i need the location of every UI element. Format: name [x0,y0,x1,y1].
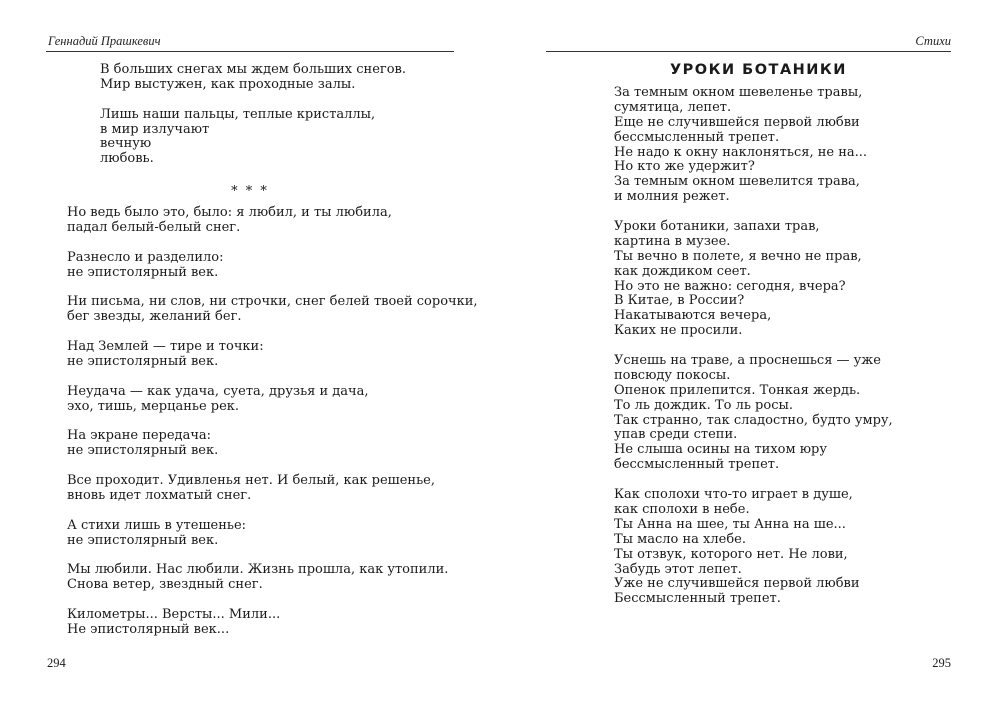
verse-line: бессмысленный трепет. [614,457,780,473]
running-head-section: Стихи [915,34,951,48]
verse-line: То ль дождик. То ль росы. [614,397,793,413]
stanza [100,63,406,93]
verse-line: сумятица, лепет. [614,99,732,115]
verse-line: Ты вечно в полете, я вечно не прав, [614,248,862,264]
right-page [500,0,1000,707]
page-number: 294 [47,656,66,670]
verse-line: Опенок прилепится. Тонкая жердь. [614,382,861,398]
stanza [67,608,478,638]
verse-line: эхо, тишь, мерцанье рек. [67,398,240,414]
stanza [67,251,478,281]
stanza [67,340,478,370]
running-head-author: Геннадий Прашкевич [48,34,161,48]
verse-line: Снова ветер, звездный снег. [67,577,263,593]
poem-body [67,206,478,638]
verse-line: Не слыша осины на тихом юру [614,442,828,458]
verse-line: Забудь этот лепет. [614,561,742,577]
verse-line: Еще не случившейся первой любви [614,114,860,130]
verse-line: Лишь наши пальцы, теплые кристаллы, [100,106,376,122]
verse-line: вновь идет лохматый снег. [67,487,252,503]
verse-line: Но ведь было это, было: я любил, и ты любила, [67,205,392,220]
verse-line: любовь. [100,151,154,167]
stanza [67,474,478,504]
verse-line: картина в музее. [614,233,731,249]
verse-line: Накатываются вечера, [614,308,772,324]
verse-line: не эпистолярный век. [67,353,219,369]
verse-line: Ты масло на хлебе. [614,531,746,547]
stanza [67,519,478,549]
poem-title: УРОКИ БОТАНИКИ [670,62,847,78]
verse-line: Так странно, так сладостно, будто умру, [614,412,893,428]
verse-line: А стихи лишь в утешенье: [67,517,247,533]
verse-line: Но это не важно: сегодня, вчера? [614,278,846,294]
verse-line: Километры... Версты... Мили... [67,607,281,623]
stanza [67,563,478,593]
page-number: 295 [932,656,951,670]
verse-line: Не эпистолярный век... [67,621,230,637]
section-separator: * * * [231,184,269,199]
verse-line: За темным окном шевеленье травы, [614,85,863,100]
verse-line: Каких не просили. [614,323,743,339]
verse-line: Уже не случившейся первой любви [614,576,860,592]
verse-line: Разнесло и разделило: [67,249,224,265]
verse-line: Неудача — как удача, суета, друзья и дача, [67,383,369,399]
verse-line: падал белый-белый снег. [67,219,241,235]
verse-line: не эпистолярный век. [67,532,219,548]
verse-line: Как сполохи что-то играет в душе, [614,487,853,503]
verse-line: Уснешь на траве, а проснешься — уже [614,353,881,369]
stanza [67,385,478,415]
verse-line: Ни письма, ни слов, ни строчки, снег белей твоей сорочки, [67,294,478,310]
header-rule [46,51,454,52]
verse-line: бег звезды, желаний бег. [67,309,242,325]
stanza [67,206,478,236]
verse-line: Но кто же удержит? [614,159,755,175]
stanza [614,220,893,339]
verse-line: вечную [100,136,152,152]
verse-line: Все проходит. Удивленья нет. И белый, как решенье, [67,473,435,489]
verse-line: За темным окном шевелится трава, [614,174,860,190]
verse-line: в мир излучают [100,121,210,137]
stanza [614,488,893,607]
verse-line: Над Землей — тире и точки: [67,339,264,355]
verse-line: не эпистолярный век. [67,264,219,280]
verse-line: бессмысленный трепет. [614,129,780,145]
verse-line: В Китае, в России? [614,293,745,309]
poem-continued [100,63,406,167]
stanza [614,354,893,473]
stanza [67,295,478,325]
verse-line: повсюду покосы. [614,367,731,383]
verse-line: В больших снегах мы ждем больших снегов. [100,62,406,77]
verse-line: Мир выстужен, как проходные залы. [100,76,356,92]
verse-line: Мы любили. Нас любили. Жизнь прошла, как утопили. [67,562,449,578]
verse-line: Ты отзвук, которого нет. Не лови, [614,546,848,562]
verse-line: упав среди степи. [614,427,738,443]
verse-line: Не надо к окну наклоняться, не на... [614,144,868,160]
verse-line: не эпистолярный век. [67,443,219,459]
verse-line: Бессмысленный трепет. [614,591,781,607]
verse-line: и молния режет. [614,189,730,205]
stanza [100,108,406,168]
stanza [67,429,478,459]
verse-line: На экране передача: [67,428,212,444]
poem-body [614,86,893,607]
verse-line: Ты Анна на шее, ты Анна на ше... [614,516,846,532]
verse-line: как сполохи в небе. [614,501,750,517]
stanza [614,86,893,205]
verse-line: как дождиком сеет. [614,263,751,279]
header-rule [546,51,951,52]
verse-line: Уроки ботаники, запахи трав, [614,219,820,235]
